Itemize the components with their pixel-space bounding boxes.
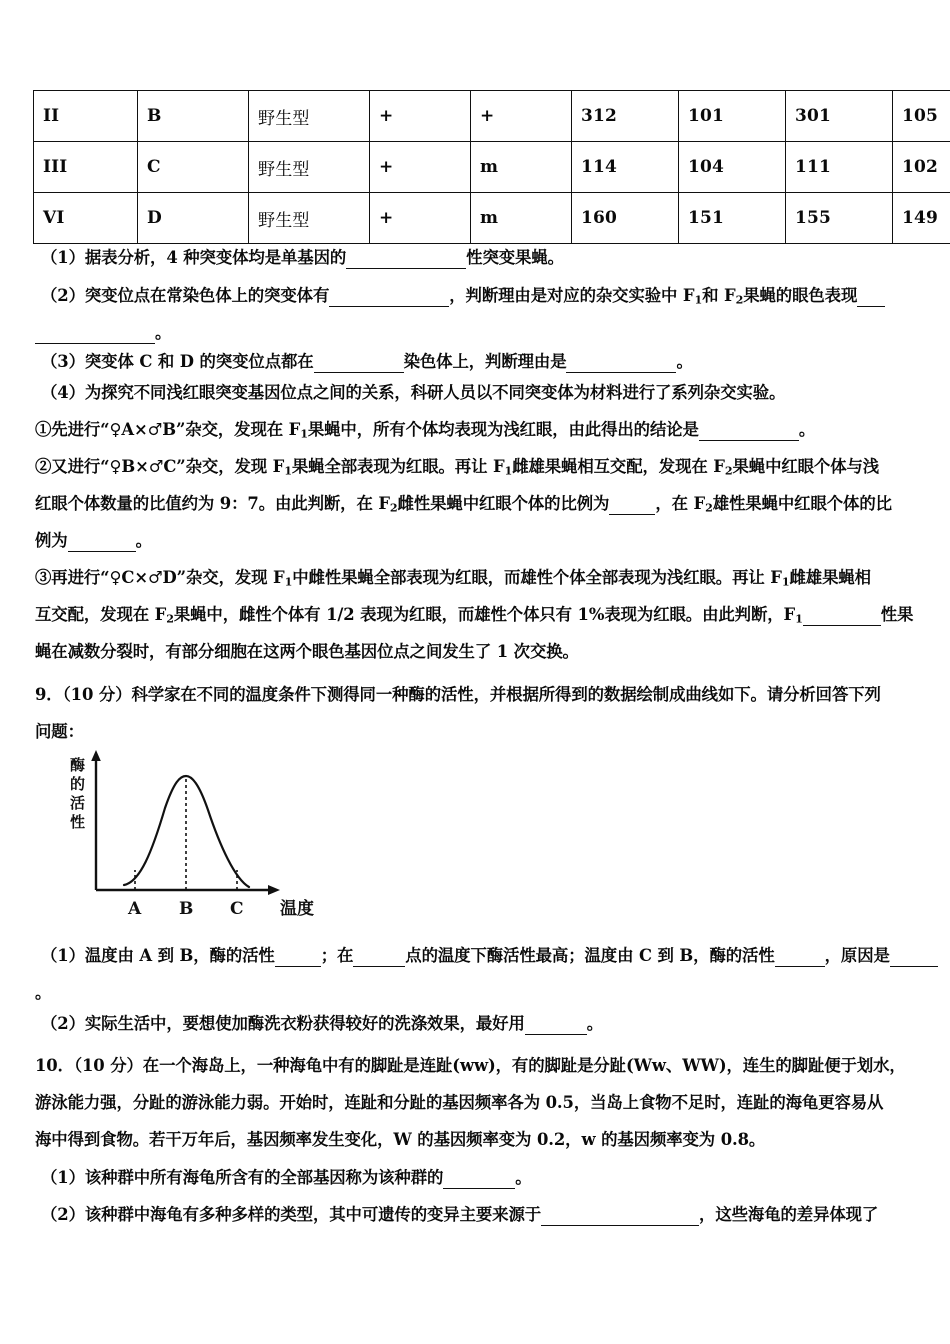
item1-mid: 果蝇中，所有个体均表现为浅红眼，由此得出的结论是	[307, 420, 699, 439]
q8-sub4-item2-line2	[35, 496, 892, 515]
mutant-data-table-wrapper	[33, 90, 939, 244]
cell-id: B	[138, 91, 249, 142]
cell-n1: 160	[572, 193, 679, 244]
item3-l2b: 果蝇中，雌性个体有 1/2 表现为红眼，而雄性个体只有 1%表现为红眼。由此判断，F	[173, 605, 796, 624]
cell-n1: 114	[572, 142, 679, 193]
cell-n2: 151	[679, 193, 786, 244]
q8-sub4-item2-line1	[35, 459, 879, 477]
q8-sub3-pre: （3）突变体 C 和 D 的突变位点都在	[41, 352, 314, 371]
q8-sub4-item3-line1	[35, 570, 871, 588]
blank-underline	[541, 1209, 699, 1226]
blank-underline	[275, 950, 321, 967]
item3-l2a: 互交配，发现在 F	[35, 605, 167, 624]
q10-sub1	[41, 1170, 532, 1189]
cell-type: 野生型	[249, 142, 370, 193]
cell-sym1: +	[370, 142, 471, 193]
item1-post: 。	[798, 420, 816, 439]
item3-l2c: 性果	[880, 605, 914, 624]
cell-n3: 301	[786, 91, 893, 142]
item3-l1c: 雌雄果蝇相	[789, 568, 871, 587]
item3-l1b: 中雌性果蝇全部表现为红眼，而雄性个体全部表现为浅红眼。再让 F	[292, 568, 782, 587]
q8-sub4-item3-line2	[35, 607, 913, 626]
blank-underline	[699, 424, 799, 441]
q9-stem-line1: 9．（10 分）科学家在不同的温度条件下测得同一种酶的活性，并根据所得到的数据绘制成曲线如下。请分析回答下列	[35, 685, 881, 704]
q9-sub1-b: ；在	[320, 946, 354, 965]
item2-l2c: ，在 F	[655, 494, 706, 513]
blank-underline	[857, 290, 885, 307]
q9-sub1-line1	[41, 948, 938, 967]
q9-sub1-c: 点的温度下酶活性最高；温度由 C 到 B，酶的活性	[405, 946, 775, 965]
svg-text:的: 的	[70, 775, 86, 793]
svg-text:性: 性	[70, 813, 86, 831]
cell-id: D	[138, 193, 249, 244]
subscript-f1: 1	[694, 293, 703, 307]
cell-sym2: m	[471, 193, 572, 244]
q10-sub1-a: （1）该种群中所有海龟所含有的全部基因称为该种群的	[41, 1168, 444, 1187]
enzyme-activity-svg	[48, 742, 328, 927]
table-row	[34, 193, 950, 244]
q10-sub2	[41, 1207, 878, 1226]
subscript-f2: 2	[389, 501, 398, 515]
x-axis-arrowhead	[268, 885, 280, 895]
q9-sub1-line2: 。	[35, 983, 52, 1002]
cell-n4: 102	[893, 142, 950, 193]
q9-sub2-b: 。	[586, 1014, 604, 1033]
cell-roman: VI	[34, 193, 138, 244]
blank-underline	[35, 327, 155, 344]
q8-sub1-pre: （1）据表分析，4 种突变体均是单基因的	[41, 248, 347, 267]
q8-sub4-item3-line3: 蝇在减数分裂时，有部分细胞在这两个眼色基因位点之间发生了 1 次交换。	[35, 642, 579, 661]
y-axis-arrowhead	[91, 750, 101, 761]
item3-l1a: ③再进行“♀C×♂D”杂交，发现 F	[35, 568, 285, 587]
cell-sym1: +	[370, 91, 471, 142]
svg-text:活: 活	[70, 794, 86, 812]
q10-stem-line1: 10．（10 分）在一个海岛上，一种海龟中有的脚趾是连趾(ww)，有的脚趾是分趾(Ww、WW)，连生的脚趾便于划水，	[35, 1056, 906, 1075]
cell-roman: III	[34, 142, 138, 193]
q9-sub2-a: （2）实际生活中，要想使加酶洗衣粉获得较好的洗涤效果，最好用	[41, 1014, 525, 1033]
blank-underline	[314, 356, 404, 373]
blank-underline	[803, 609, 881, 626]
cell-n2: 104	[679, 142, 786, 193]
q8-sub4-intro: （4）为探究不同浅红眼突变基因位点之间的关系，科研人员以不同突变体为材料进行了系列杂交实验。	[41, 383, 786, 402]
subscript-f1: 1	[300, 427, 308, 441]
cell-sym1: +	[370, 193, 471, 244]
cell-roman: II	[34, 91, 138, 142]
cell-id: C	[138, 142, 249, 193]
item2-l2d: 雄性果蝇中红眼个体的比	[712, 494, 892, 513]
cell-n2: 101	[679, 91, 786, 142]
blank-underline	[353, 950, 405, 967]
q8-sub2-mid2: 和 F	[702, 286, 736, 305]
cell-type: 野生型	[249, 193, 370, 244]
item2-l1d: 果蝇中红眼个体与浅	[732, 457, 880, 476]
q8-sub2-post: 果蝇的眼色表现	[743, 286, 858, 305]
table-row	[34, 142, 950, 193]
chart-xlabel: 温度	[280, 899, 314, 919]
item1-pre: ①先进行“♀A×♂B”杂交，发现在 F	[35, 420, 301, 439]
cell-n3: 111	[786, 142, 893, 193]
blank-underline	[890, 950, 938, 967]
blank-underline	[525, 1018, 587, 1035]
item2-l2a: 红眼个体数量的比值约为 9：7。由此判断，在 F	[35, 494, 390, 513]
cell-sym2: m	[471, 142, 572, 193]
chart-xtick-c: C	[230, 899, 244, 919]
chart-xtick-b: B	[179, 899, 194, 919]
q9-sub2	[41, 1016, 603, 1035]
subscript-f1: 1	[284, 464, 292, 478]
subscript-f2: 2	[166, 612, 174, 626]
subscript-f1: 1	[795, 612, 803, 626]
subscript-f1: 1	[504, 464, 513, 478]
item2-l3a: 例为	[35, 531, 68, 550]
q9-sub1-d: ，原因是	[824, 946, 890, 965]
blank-underline	[566, 356, 676, 373]
item2-l1c: 雌雄果蝇相互交配，发现在 F	[512, 457, 725, 476]
q8-sub2-mid: ，判断理由是对应的杂交实验中 F	[449, 286, 695, 305]
q8-sub1-post: 性突变果蝇。	[466, 248, 564, 267]
blank-underline	[775, 950, 825, 967]
q9-sub1-a: （1）温度由 A 到 B，酶的活性	[41, 946, 275, 965]
enzyme-activity-chart	[48, 742, 328, 927]
blank-underline	[346, 252, 466, 269]
q10-stem-line2: 游泳能力强，分趾的游泳能力弱。开始时，连趾和分趾的基因频率各为 0.5，当岛上食物不足时，连趾的海龟更容易从	[35, 1093, 884, 1112]
subscript-f1: 1	[781, 575, 790, 589]
blank-underline	[443, 1172, 515, 1189]
item2-l1b: 果蝇全部表现为红眼。再让 F	[291, 457, 505, 476]
blank-underline	[609, 498, 655, 515]
chart-xtick-a: A	[128, 899, 142, 919]
item2-l3b: 。	[135, 531, 152, 550]
q8-sub3	[41, 354, 693, 373]
subscript-f1: 1	[284, 575, 293, 589]
q10-sub1-b: 。	[515, 1168, 532, 1187]
q8-sub4-item2-line3	[35, 533, 152, 552]
q8-sub1	[41, 250, 564, 269]
table-row	[34, 91, 950, 142]
q8-sub4-item1	[35, 422, 815, 441]
mutant-data-table	[33, 90, 950, 244]
q10-sub2-b: ，这些海龟的差异体现了	[699, 1205, 879, 1224]
blank-underline	[68, 535, 136, 552]
cell-sym2: +	[471, 91, 572, 142]
q8-sub2-pre: （2）突变位点在常染色体上的突变体有	[41, 286, 330, 305]
q10-sub2-a: （2）该种群中海龟有多种多样的类型，其中可遗传的变异主要来源于	[41, 1205, 542, 1224]
table-body	[34, 91, 950, 244]
cell-n1: 312	[572, 91, 679, 142]
cell-n3: 155	[786, 193, 893, 244]
q9-stem-line2: 问题：	[35, 722, 84, 741]
cell-n4: 105	[893, 91, 950, 142]
cell-n4: 149	[893, 193, 950, 244]
q8-sub3-post: 。	[676, 352, 693, 371]
blank-underline	[329, 290, 449, 307]
subscript-f2: 2	[724, 464, 733, 478]
item2-l1a: ②又进行“♀B×♂C”杂交，发现 F	[35, 457, 285, 476]
subscript-f2: 2	[735, 293, 744, 307]
item2-l2b: 雌性果蝇中红眼个体的比例为	[397, 494, 610, 513]
cell-type: 野生型	[249, 91, 370, 142]
q10-stem-line3: 海中得到食物。若干万年后，基因频率发生变化，W 的基因频率变为 0.2，w 的基因频率变为 0.8。	[35, 1130, 766, 1149]
q8-sub2-line2	[35, 325, 171, 344]
q8-sub3-mid: 染色体上，判断理由是	[403, 352, 567, 371]
subscript-f2: 2	[705, 501, 713, 515]
q8-sub2-line1	[41, 288, 885, 307]
chart-ylabel: 酶	[70, 756, 86, 774]
q8-sub2-line2-post: 。	[155, 323, 172, 342]
